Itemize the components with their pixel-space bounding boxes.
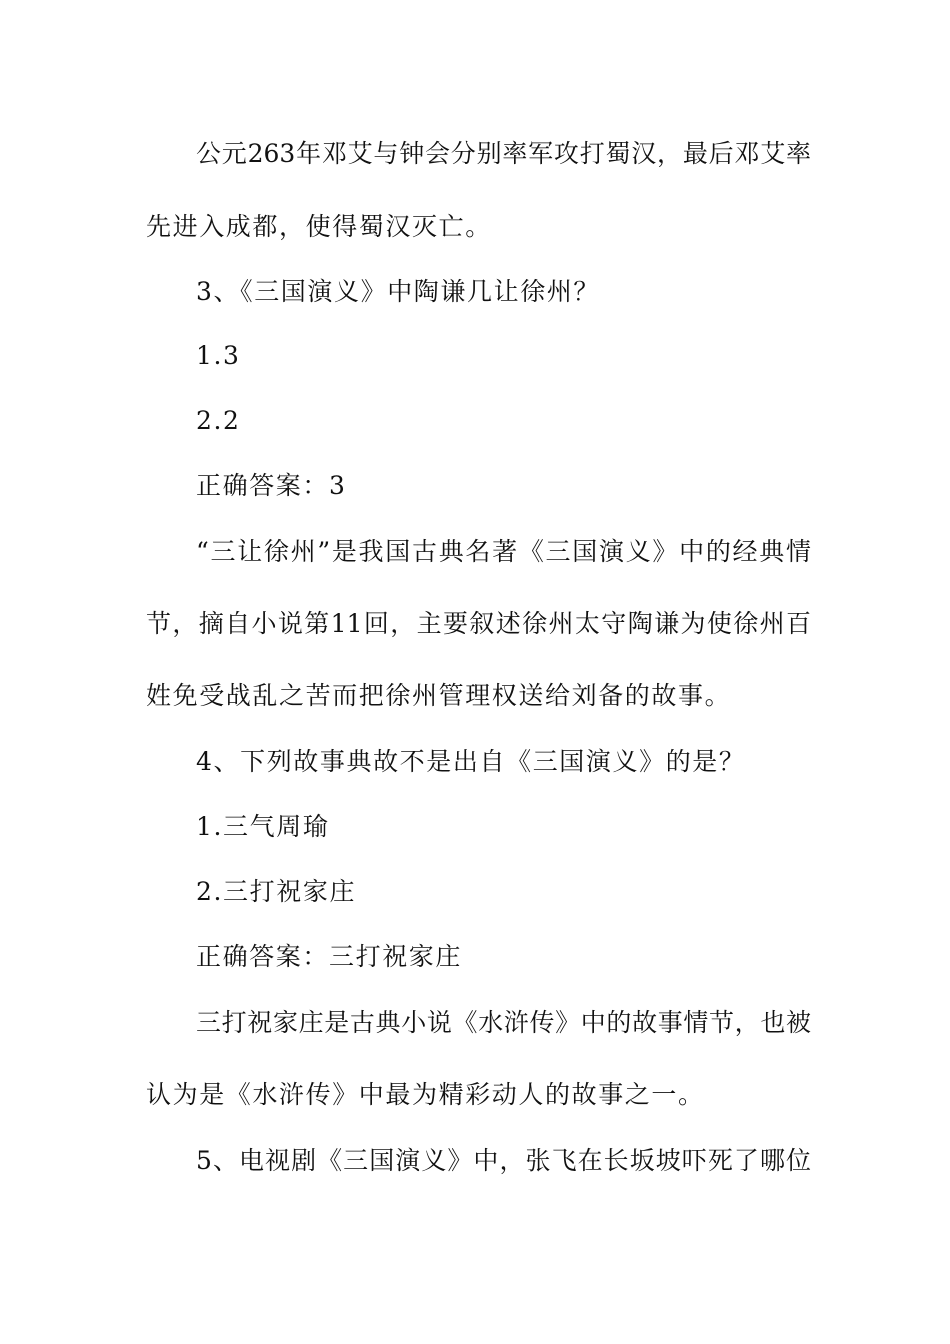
correct-answer: 正确答案：3 [196, 471, 347, 500]
paragraph-line: 认为是《水浒传》中最为精彩动人的故事之一。 [146, 1080, 705, 1109]
question-heading: 5、电视剧《三国演义》中，张飞在长坂坡吓死了哪位 [196, 1146, 811, 1175]
paragraph-line: “三让徐州”是我国古典名著《三国演义》中的经典情 [196, 537, 811, 566]
paragraph-line: 节，摘自小说第11回，主要叙述徐州太守陶谦为使徐州百 [146, 609, 811, 638]
answer-option: 2.三打祝家庄 [196, 877, 357, 906]
question-heading: 4、下列故事典故不是出自《三国演义》的是？ [196, 747, 746, 776]
answer-option: 2.2 [196, 406, 241, 435]
answer-option: 1.三气周瑜 [196, 812, 330, 841]
answer-option: 1.3 [196, 341, 241, 370]
paragraph-line: 姓免受战乱之苦而把徐州管理权送给刘备的故事。 [146, 681, 732, 710]
paragraph-line: 先进入成都，使得蜀汉灭亡。 [146, 212, 492, 241]
paragraph-line: 公元263年邓艾与钟会分别率军攻打蜀汉，最后邓艾率 [196, 139, 811, 168]
correct-answer: 正确答案：三打祝家庄 [196, 942, 463, 971]
paragraph-line: 三打祝家庄是古典小说《水浒传》中的故事情节，也被 [196, 1008, 811, 1037]
question-heading: 3、《三国演义》中陶谦几让徐州？ [196, 277, 601, 306]
